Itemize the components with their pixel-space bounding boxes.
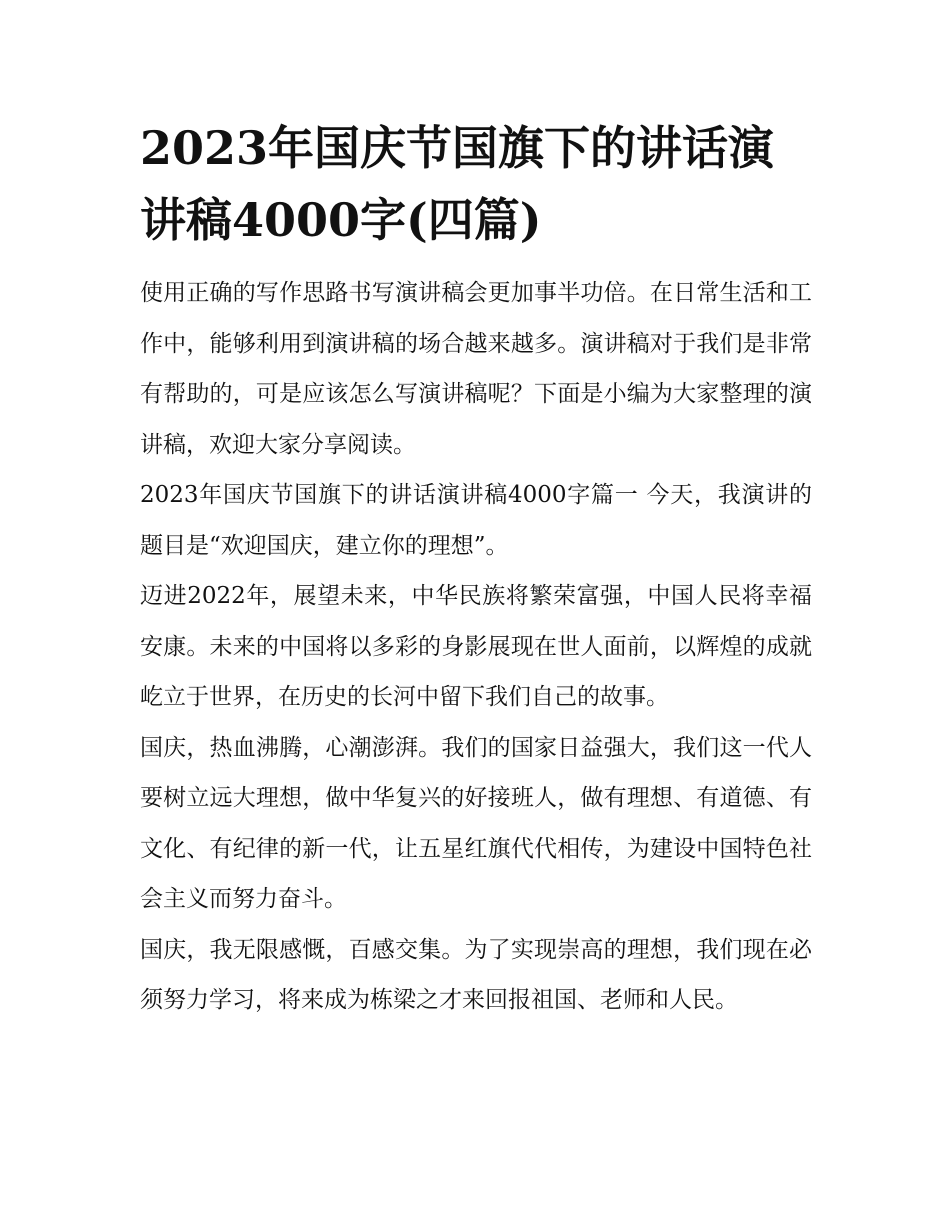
- document-title: 2023年国庆节国旗下的讲话演讲稿4000字(四篇): [140, 121, 775, 247]
- paragraph-future: 迈进2022年，展望未来，中华民族将繁荣富强，中国人民将幸福安康。未来的中国将以多彩的身影展现在世人面前，以辉煌的成就屹立于世界，在历史的长河中留下我们自己的故事。: [140, 583, 812, 710]
- paragraph-intro: 使用正确的写作思路书写演讲稿会更加事半功倍。在日常生活和工作中，能够利用到演讲稿的场合越来越多。演讲稿对于我们是非常有帮助的，可是应该怎么写演讲稿呢？下面是小编为大家整理的演讲稿，欢迎大家分享阅读。: [140, 280, 812, 458]
- document-body: [140, 112, 812, 1026]
- paragraph-national-day-passion: 国庆，热血沸腾，心潮澎湃。我们的国家日益强大，我们这一代人要树立远大理想，做中华复兴的好接班人，做有理想、有道德、有文化、有纪律的新一代，让五星红旗代代相传，为建设中国特色社会主义而努力奋斗。: [140, 734, 812, 912]
- paragraph-national-day-emotion: 国庆，我无限感慨，百感交集。为了实现崇高的理想，我们现在必须努力学习，将来成为栋梁之才来回报祖国、老师和人民。: [140, 936, 812, 1013]
- paragraph-speech-heading: 2023年国庆节国旗下的讲话演讲稿4000字篇一 今天，我演讲的题目是“欢迎国庆，建立你的理想”。: [140, 482, 812, 559]
